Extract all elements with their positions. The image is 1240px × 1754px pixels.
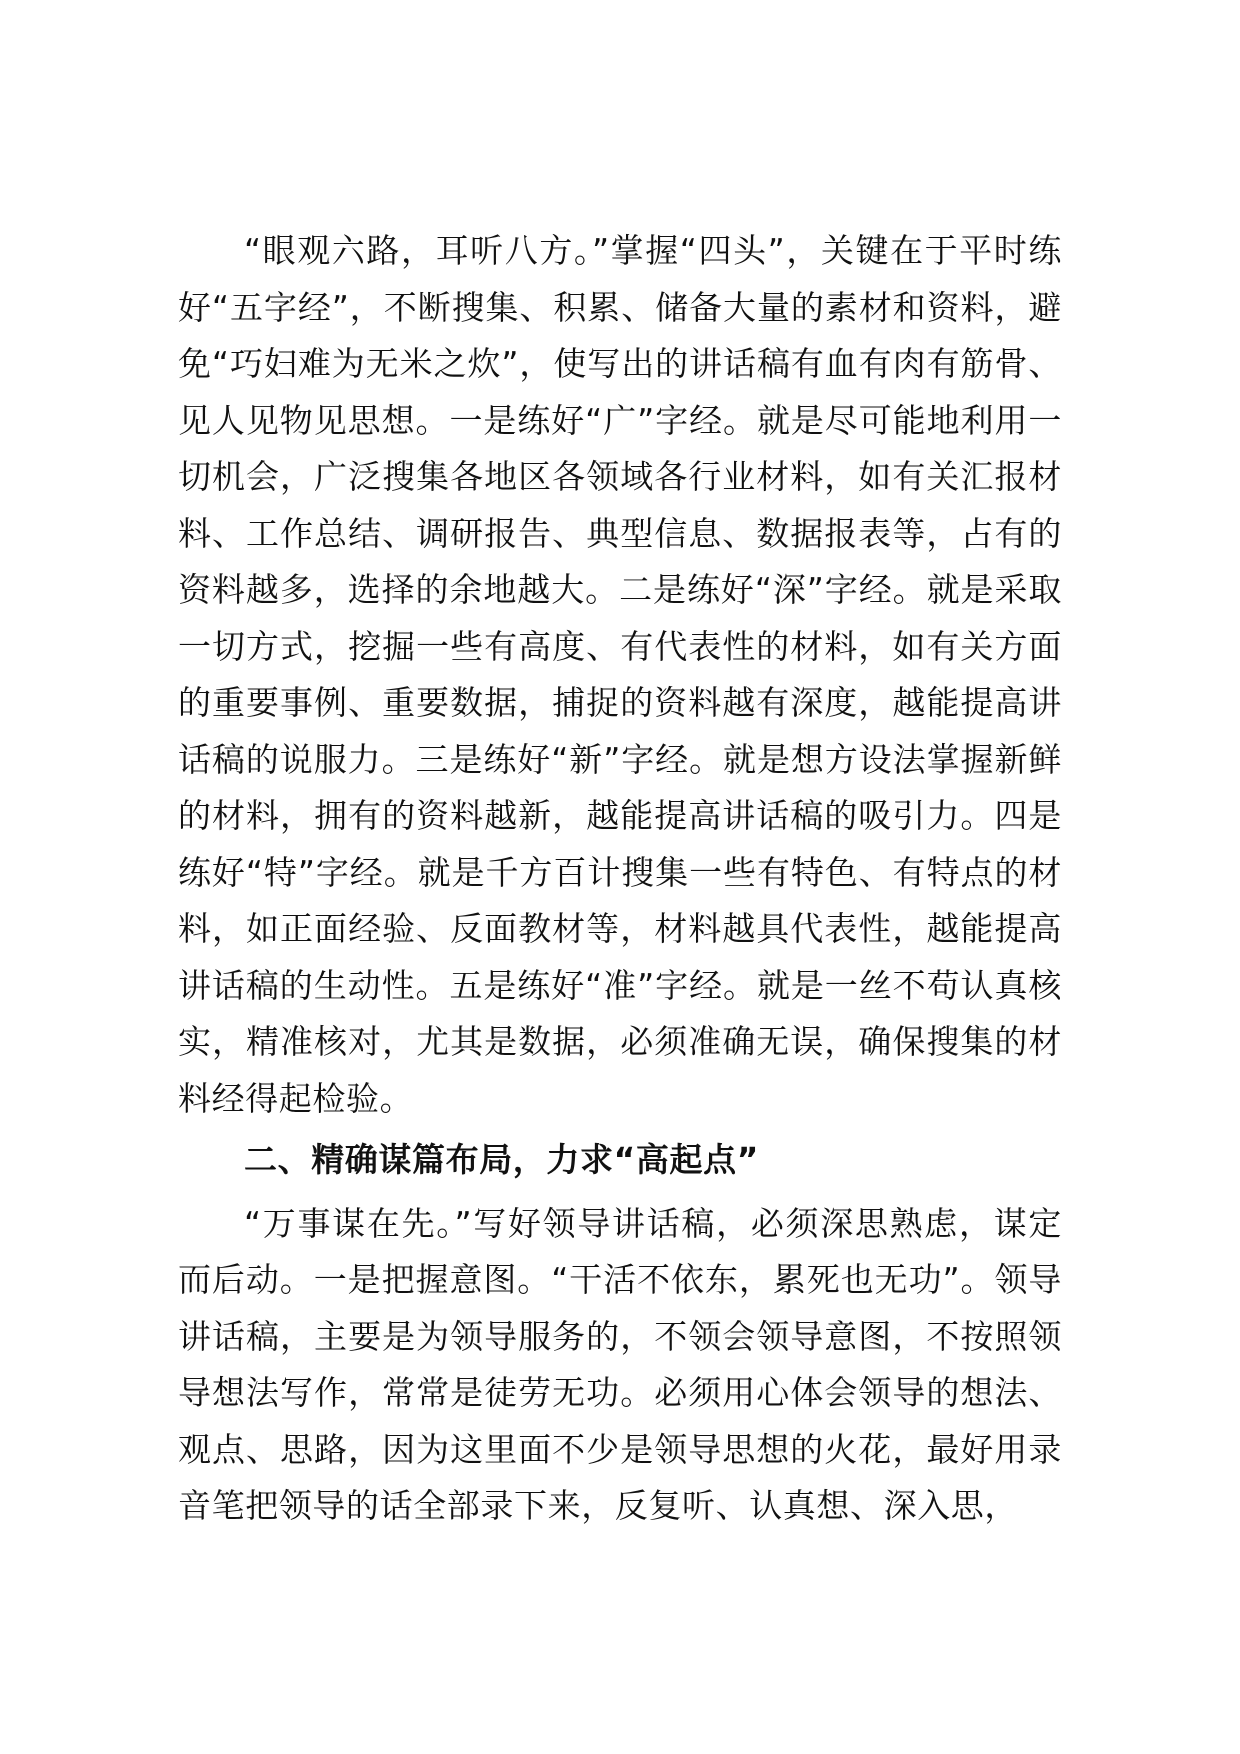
body-paragraph-1: “眼观六路，耳听八方。”掌握“四头”，关键在于平时练好“五字经”，不断搜集、积累、储备大量的素材和资料，避免“巧妇难为无米之炊”，使写出的讲话稿有血有肉有筋骨、见人见物见思想。一是练好“广”字经。就是尽可能地利用一切机会，广泛搜集各地区各领域各行业材料，如有关汇报材料、工作总结、调研报告、典型信息、数据报表等，占有的资料越多，选择的余地越大。二是练好“深”字经。就是采取一切方式，挖掘一些有高度、有代表性的材料，如有关方面的重要事例、重要数据，捕捉的资料越有深度，越能提高讲话稿的说服力。三是练好“新”字经。就是想方设法掌握新鲜的材料，拥有的资料越新，越能提高讲话稿的吸引力。四是练好“特”字经。就是千方百计搜集一些有特色、有特点的材料，如正面经验、反面教材等，材料越具代表性，越能提高讲话稿的生动性。五是练好“准”字经。就是一丝不苟认真核实，精准核对，尤其是数据，必须准确无误，确保搜集的材料经得起检验。: [178, 231, 1062, 1118]
document-body: [178, 223, 1062, 1535]
section-heading: 二、精确谋篇布局，力求“高起点”: [244, 1140, 759, 1179]
body-paragraph-2: “万事谋在先。”写好领导讲话稿，必须深思熟虑，谋定而后动。一是把握意图。“干活不依东，累死也无功”。领导讲话稿，主要是为领导服务的，不领会领导意图，不按照领导想法写作，常常是徒劳无功。必须用心体会领导的想法、观点、思路，因为这里面不少是领导思想的火花，最好用录音笔把领导的话全部录下来，反复听、认真想、深入思，: [178, 1203, 1062, 1525]
